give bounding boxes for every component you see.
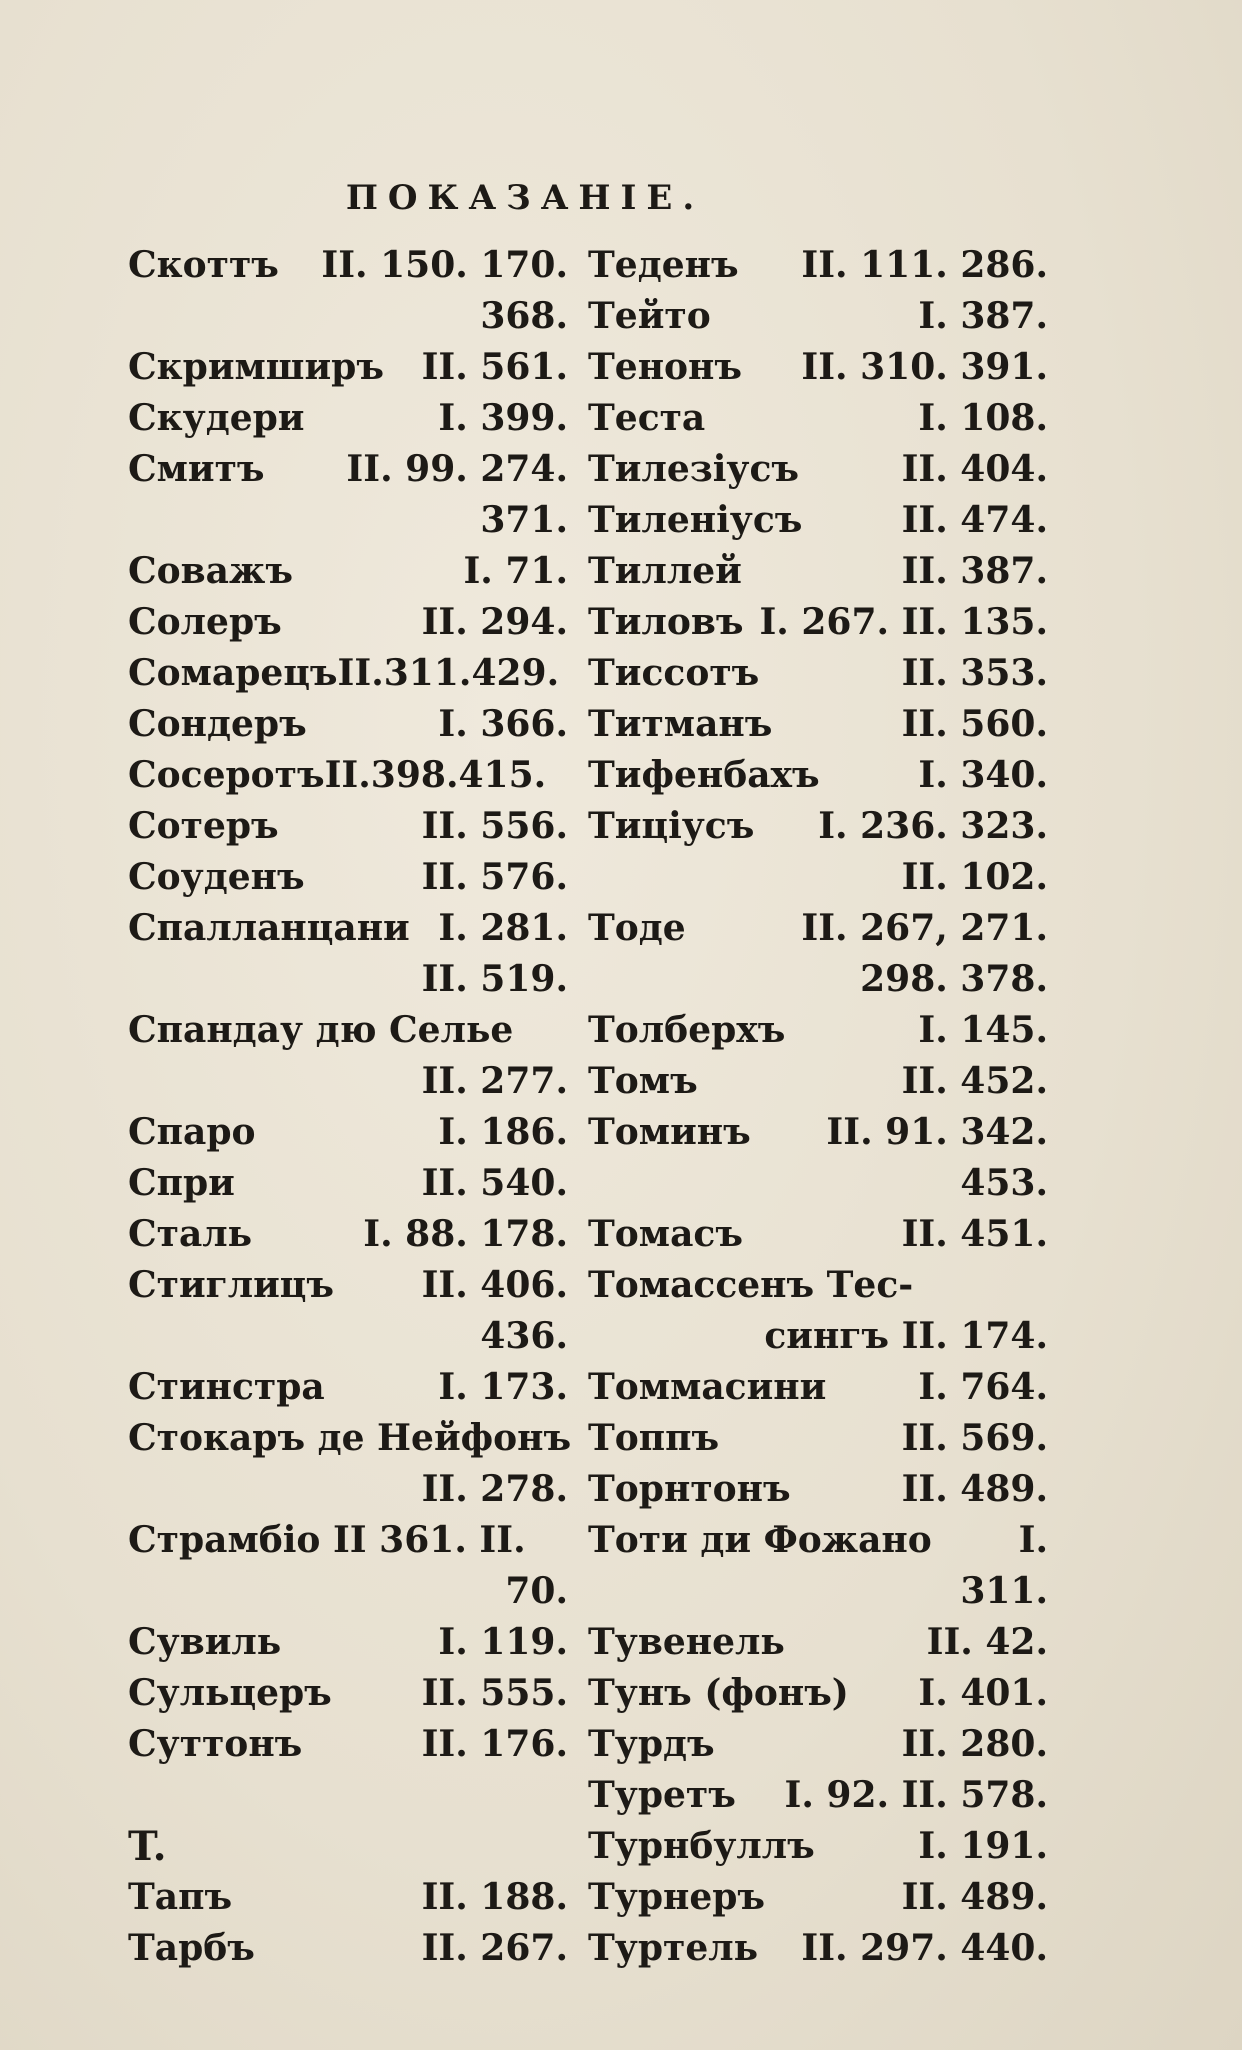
entry-page-refs: I. 399.	[438, 397, 568, 439]
index-entry	[128, 1107, 568, 1158]
entry-name: Сотеръ	[128, 805, 279, 847]
index-entry	[128, 1566, 568, 1617]
index-entry	[128, 546, 568, 597]
index-entry	[128, 1413, 572, 1464]
entry-page-refs: I. 764.	[918, 1366, 1048, 1408]
index-entry	[128, 1209, 568, 1260]
entry-page-refs: I. 71.	[463, 550, 568, 592]
entry-page-refs: 368.	[480, 295, 568, 337]
index-entry	[588, 1464, 1048, 1515]
entry-page-refs: I. 108.	[918, 397, 1048, 439]
index-entry	[128, 1362, 568, 1413]
index-entry	[588, 393, 1048, 444]
index-entry	[588, 1770, 1048, 1821]
entry-page-refs: I. 366.	[438, 703, 568, 745]
index-entry	[588, 1209, 1048, 1260]
entry-page-refs: II. 42.	[926, 1621, 1048, 1663]
entry-page-refs: II. 474.	[901, 499, 1048, 541]
index-entry	[128, 1668, 568, 1719]
entry-name: Теденъ	[588, 244, 739, 286]
entry-name: Соуденъ	[128, 856, 305, 898]
index-column-left	[128, 240, 572, 1974]
index-entry	[128, 1617, 568, 1668]
index-entry	[128, 240, 568, 291]
entry-name: Туретъ	[588, 1774, 736, 1816]
entry-name: Смитъ	[128, 448, 265, 490]
entry-name: Сталь	[128, 1213, 253, 1255]
entry-name: Солеръ	[128, 601, 282, 643]
entry-page-refs: 371.	[480, 499, 568, 541]
entry-name: Тенонъ	[588, 346, 743, 388]
entry-name: Стиглицъ	[128, 1264, 335, 1306]
entry-name: Тиленіусъ	[588, 499, 803, 541]
index-entry	[128, 1464, 568, 1515]
entry-page-refs: сингъ II. 174.	[764, 1315, 1048, 1357]
index-entry	[128, 1872, 568, 1923]
entry-page-refs: I. 387.	[918, 295, 1048, 337]
entry-page-refs: II. 569.	[901, 1417, 1048, 1459]
entry-name: Стинстра	[128, 1366, 325, 1408]
entry-name: Толберхъ	[588, 1009, 786, 1051]
index-entry	[588, 1311, 1048, 1362]
entry-page-refs: 298. 378.	[860, 958, 1048, 1000]
entry-name: Томассенъ Тес-	[588, 1264, 914, 1306]
index-entry	[128, 1005, 568, 1056]
entry-page-refs: II. 353.	[901, 652, 1048, 694]
entry-name: Тиловъ	[588, 601, 744, 643]
index-entry	[128, 699, 568, 750]
entry-page-refs: II. 267.	[421, 1927, 568, 1969]
index-entry	[588, 342, 1048, 393]
entry-page-refs: II. 387.	[901, 550, 1048, 592]
index-entry	[588, 648, 1048, 699]
index-entry	[128, 393, 568, 444]
entry-name: T.	[128, 1823, 167, 1870]
entry-name: Тейто	[588, 295, 711, 337]
entry-name: Спаро	[128, 1111, 256, 1153]
index-entry	[588, 1515, 1048, 1566]
entry-name: Скоттъ	[128, 244, 279, 286]
index-entry	[588, 495, 1048, 546]
entry-page-refs: II. 267, 271.	[801, 907, 1048, 949]
entry-page-refs: I. 92. II. 578.	[784, 1774, 1048, 1816]
index-entry	[588, 1158, 1048, 1209]
index-entry	[588, 546, 1048, 597]
index-entry	[128, 495, 568, 546]
index-entry	[588, 954, 1048, 1005]
index-entry	[128, 1158, 568, 1209]
entry-name: Спри	[128, 1162, 235, 1204]
index-entry	[128, 801, 568, 852]
index-entry	[588, 852, 1048, 903]
entry-name: Томмасини	[588, 1366, 827, 1408]
entry-name: Сувиль	[128, 1621, 282, 1663]
entry-name: Томинъ	[588, 1111, 751, 1153]
entry-page-refs: I. 340.	[918, 754, 1048, 796]
index-entry	[588, 1413, 1048, 1464]
page-heading: ПОКАЗАНІЕ.	[345, 178, 705, 218]
entry-page-refs: I. 186.	[438, 1111, 568, 1153]
entry-page-refs: II. 277.	[421, 1060, 568, 1102]
entry-page-refs: II. 99. 274.	[346, 448, 568, 490]
entry-page-refs: I. 88. 178.	[363, 1213, 568, 1255]
entry-name: Спандау дю Селье	[128, 1009, 514, 1051]
index-entry	[128, 597, 568, 648]
section-letter	[128, 1821, 568, 1872]
index-entry	[588, 1362, 1048, 1413]
index-entry	[588, 1923, 1048, 1974]
index-entry	[128, 1311, 568, 1362]
entry-page-refs: 311.	[960, 1570, 1048, 1612]
entry-page-refs: I. 119.	[438, 1621, 568, 1663]
index-entry	[588, 1260, 1048, 1311]
entry-page-refs: II. 560.	[901, 703, 1048, 745]
entry-name: Торнтонъ	[588, 1468, 791, 1510]
index-entry	[588, 1719, 1048, 1770]
index-entry	[588, 903, 1048, 954]
index-entry	[128, 342, 568, 393]
index-entry	[128, 852, 568, 903]
entry-page-refs: II. 102.	[901, 856, 1048, 898]
index-entry	[588, 1668, 1048, 1719]
entry-name: Тифенбахъ	[588, 754, 820, 796]
index-entry	[588, 240, 1048, 291]
index-entry	[128, 1923, 568, 1974]
entry-name: Сульцеръ	[128, 1672, 332, 1714]
entry-name: Страмбіо II 361. II.	[128, 1519, 526, 1561]
entry-name: СосеротъII.398.415.	[128, 754, 547, 796]
index-entry	[588, 699, 1048, 750]
entry-page-refs: II. 556.	[421, 805, 568, 847]
index-entry	[128, 954, 568, 1005]
entry-name: Туртель	[588, 1927, 759, 1969]
entry-page-refs: II. 310. 391.	[801, 346, 1048, 388]
entry-name: Тиссотъ	[588, 652, 760, 694]
entry-name: Тарбъ	[128, 1927, 255, 1969]
entry-name: Турнбуллъ	[588, 1825, 815, 1867]
entry-page-refs: II. 489.	[901, 1468, 1048, 1510]
index-entry	[588, 1566, 1048, 1617]
entry-page-refs: II. 176.	[421, 1723, 568, 1765]
entry-name: Тувенель	[588, 1621, 785, 1663]
entry-name: Титманъ	[588, 703, 773, 745]
index-entry	[128, 903, 568, 954]
index-entry	[588, 1056, 1048, 1107]
index-entry	[588, 291, 1048, 342]
entry-page-refs: II. 519.	[421, 958, 568, 1000]
entry-name: Скримширъ	[128, 346, 384, 388]
entry-name: Тоти ди Фожано	[588, 1519, 932, 1561]
index-entry	[588, 1107, 1048, 1158]
entry-page-refs: 70.	[505, 1570, 568, 1612]
index-entry	[128, 750, 568, 801]
entry-name: Топпъ	[588, 1417, 720, 1459]
index-entry	[588, 1872, 1048, 1923]
entry-page-refs: II. 294.	[421, 601, 568, 643]
index-entry	[128, 291, 568, 342]
index-entry	[128, 648, 568, 699]
index-column-right	[588, 240, 1048, 1974]
entry-name: Тапъ	[128, 1876, 233, 1918]
entry-name: Сондеръ	[128, 703, 307, 745]
entry-name: Тоде	[588, 907, 686, 949]
entry-page-refs: 436.	[480, 1315, 568, 1357]
entry-name: Скудери	[128, 397, 305, 439]
entry-name: Тилезіусъ	[588, 448, 800, 490]
entry-page-refs: II. 406.	[421, 1264, 568, 1306]
entry-page-refs: 453.	[960, 1162, 1048, 1204]
entry-page-refs: II. 452.	[901, 1060, 1048, 1102]
entry-page-refs: I. 281.	[438, 907, 568, 949]
entry-page-refs: I. 191.	[918, 1825, 1048, 1867]
entry-page-refs: II. 278.	[421, 1468, 568, 1510]
index-entry	[128, 1719, 568, 1770]
entry-name: Тиціусъ	[588, 805, 755, 847]
index-entry	[588, 444, 1048, 495]
entry-page-refs: II. 188.	[421, 1876, 568, 1918]
index-entry	[588, 750, 1048, 801]
entry-page-refs: II. 540.	[421, 1162, 568, 1204]
entry-page-refs: I. 401.	[918, 1672, 1048, 1714]
entry-page-refs: I. 267. II. 135.	[759, 601, 1048, 643]
index-entry	[128, 1260, 568, 1311]
entry-page-refs: II. 91. 342.	[826, 1111, 1048, 1153]
entry-page-refs: II. 561.	[421, 346, 568, 388]
entry-name: Томъ	[588, 1060, 698, 1102]
entry-name: Теста	[588, 397, 706, 439]
entry-name: Томасъ	[588, 1213, 743, 1255]
entry-page-refs: II. 451.	[901, 1213, 1048, 1255]
entry-page-refs: II. 280.	[901, 1723, 1048, 1765]
entry-name: Стокаръ де Нейфонъ	[128, 1417, 572, 1459]
index-entry	[588, 1617, 1048, 1668]
index-entry	[128, 1770, 568, 1821]
entry-name: Тиллей	[588, 550, 742, 592]
index-entry	[588, 597, 1048, 648]
entry-page-refs: II. 576.	[421, 856, 568, 898]
entry-page-refs: II. 489.	[901, 1876, 1048, 1918]
entry-page-refs: II. 404.	[901, 448, 1048, 490]
entry-name: СомарецъII.311.429.	[128, 652, 560, 694]
entry-page-refs: II. 555.	[421, 1672, 568, 1714]
entry-page-refs: II. 150. 170.	[321, 244, 568, 286]
index-entry	[128, 444, 568, 495]
entry-page-refs: I. 236. 323.	[818, 805, 1048, 847]
index-entry	[128, 1515, 568, 1566]
entry-page-refs: I. 173.	[438, 1366, 568, 1408]
index-entry	[588, 1821, 1048, 1872]
entry-page-refs: II. 297. 440.	[801, 1927, 1048, 1969]
index-entry	[588, 801, 1048, 852]
index-entry	[588, 1005, 1048, 1056]
entry-page-refs: I.	[1018, 1519, 1048, 1561]
entry-name: Суттонъ	[128, 1723, 303, 1765]
index-entry	[128, 1056, 568, 1107]
entry-name: Турдъ	[588, 1723, 715, 1765]
entry-name: Соважъ	[128, 550, 293, 592]
entry-page-refs: I. 145.	[918, 1009, 1048, 1051]
entry-name: Турнеръ	[588, 1876, 766, 1918]
entry-page-refs: II. 111. 286.	[801, 244, 1048, 286]
entry-name: Спалланцани	[128, 907, 410, 949]
entry-name: Тунъ (фонъ)	[588, 1672, 849, 1714]
